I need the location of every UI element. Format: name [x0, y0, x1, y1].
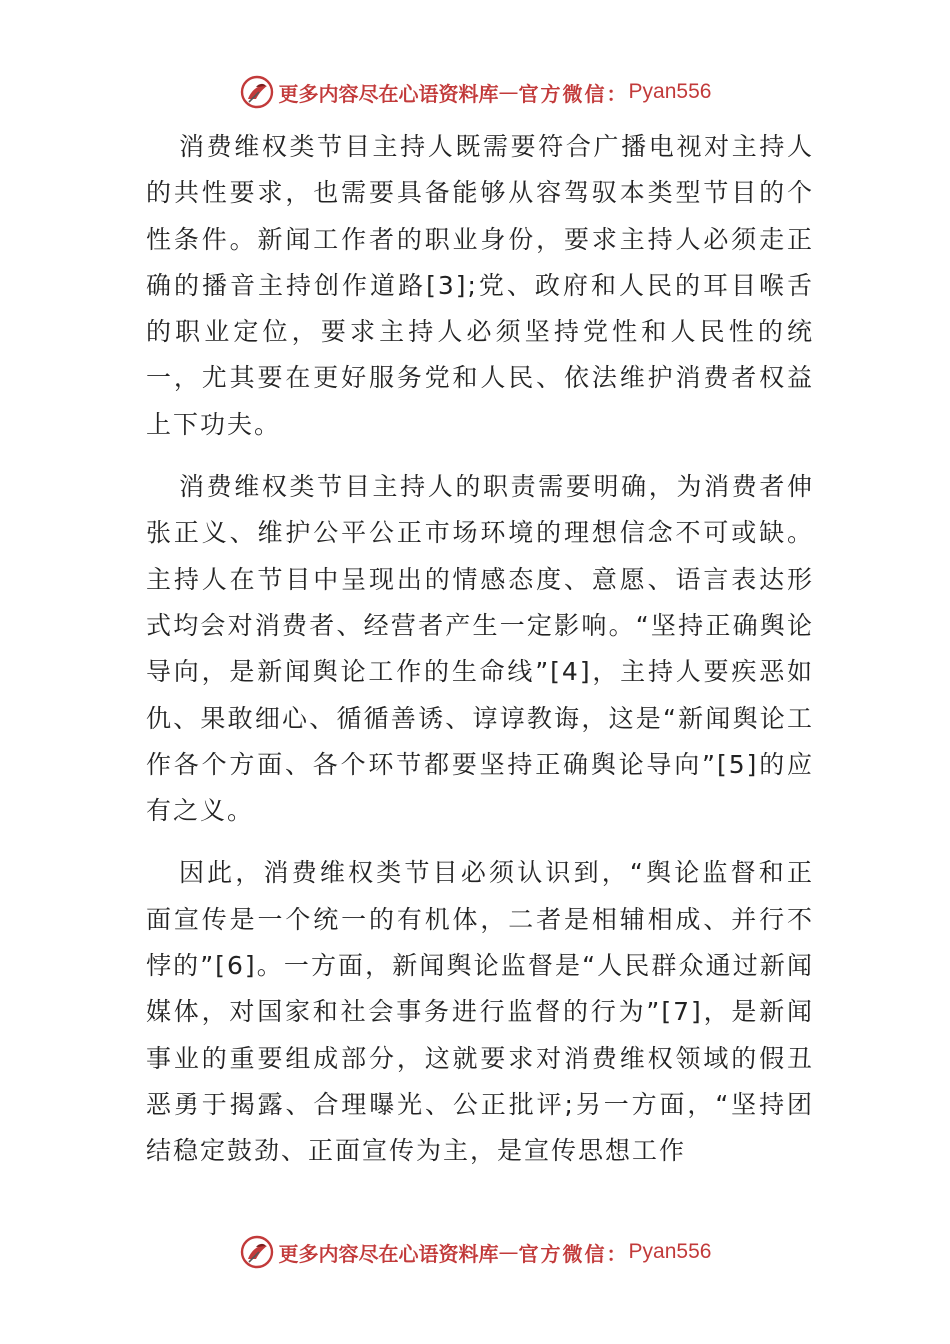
footer-dash: — [498, 1240, 519, 1264]
rose-logo-icon [239, 1234, 275, 1270]
footer-wechat-label: 官方微信： [518, 1241, 629, 1266]
footer-banner [0, 1232, 950, 1272]
header-dash: — [498, 80, 519, 104]
paragraph-1: 消费维权类节目主持人既需要符合广播电视对主持人的共性要求，也需要具备能够从容驾驭本类型节目的个性条件。新闻工作者的职业身份，要求主持人必须走正确的播音主持创作道路[3];党、政府和人民的耳目喉舌的职业定位，要求主持人必须坚持党性和人民性的统一，尤其要在更好服务党和人民、依法维护消费者权益上下功夫。 [146, 132, 814, 439]
footer-site-text: 更多内容尽在心语资料库 [278, 1241, 499, 1266]
paragraph-2: 消费维权类节目主持人的职责需要明确，为消费者伸张正义、维护公平公正市场环境的理想信念不可或缺。主持人在节目中呈现出的情感态度、意愿、语言表达形式均会对消费者、经营者产生一定影响。“坚持正确舆论导向，是新闻舆论工作的生命线”[4]，主持人要疾恶如仇、果敢细心、循循善诱、谆谆教诲，这是“新闻舆论工作各个方面、各个环节都要坚持正确舆论导向”[5]的应有之义。 [146, 472, 814, 826]
document-body [146, 124, 814, 1191]
header-site-text: 更多内容尽在心语资料库 [278, 81, 499, 106]
footer-wechat-id: Pyan556 [628, 1240, 712, 1263]
header-wechat-label: 官方微信： [518, 81, 629, 106]
paragraph-3: 因此，消费维权类节目必须认识到，“舆论监督和正面宣传是一个统一的有机体，二者是相辅相成、并行不悖的”[6]。一方面，新闻舆论监督是“人民群众通过新闻媒体，对国家和社会事务进行监督的行为”[7]，是新闻事业的重要组成部分，这就要求对消费维权领域的假丑恶勇于揭露、合理曝光、公正批评;另一方面，“坚持团结稳定鼓劲、正面宣传为主，是宣传思想工作 [146, 858, 814, 1166]
header-wechat-id: Pyan556 [628, 80, 712, 103]
rose-logo-icon [239, 74, 275, 110]
header-banner [0, 72, 950, 112]
